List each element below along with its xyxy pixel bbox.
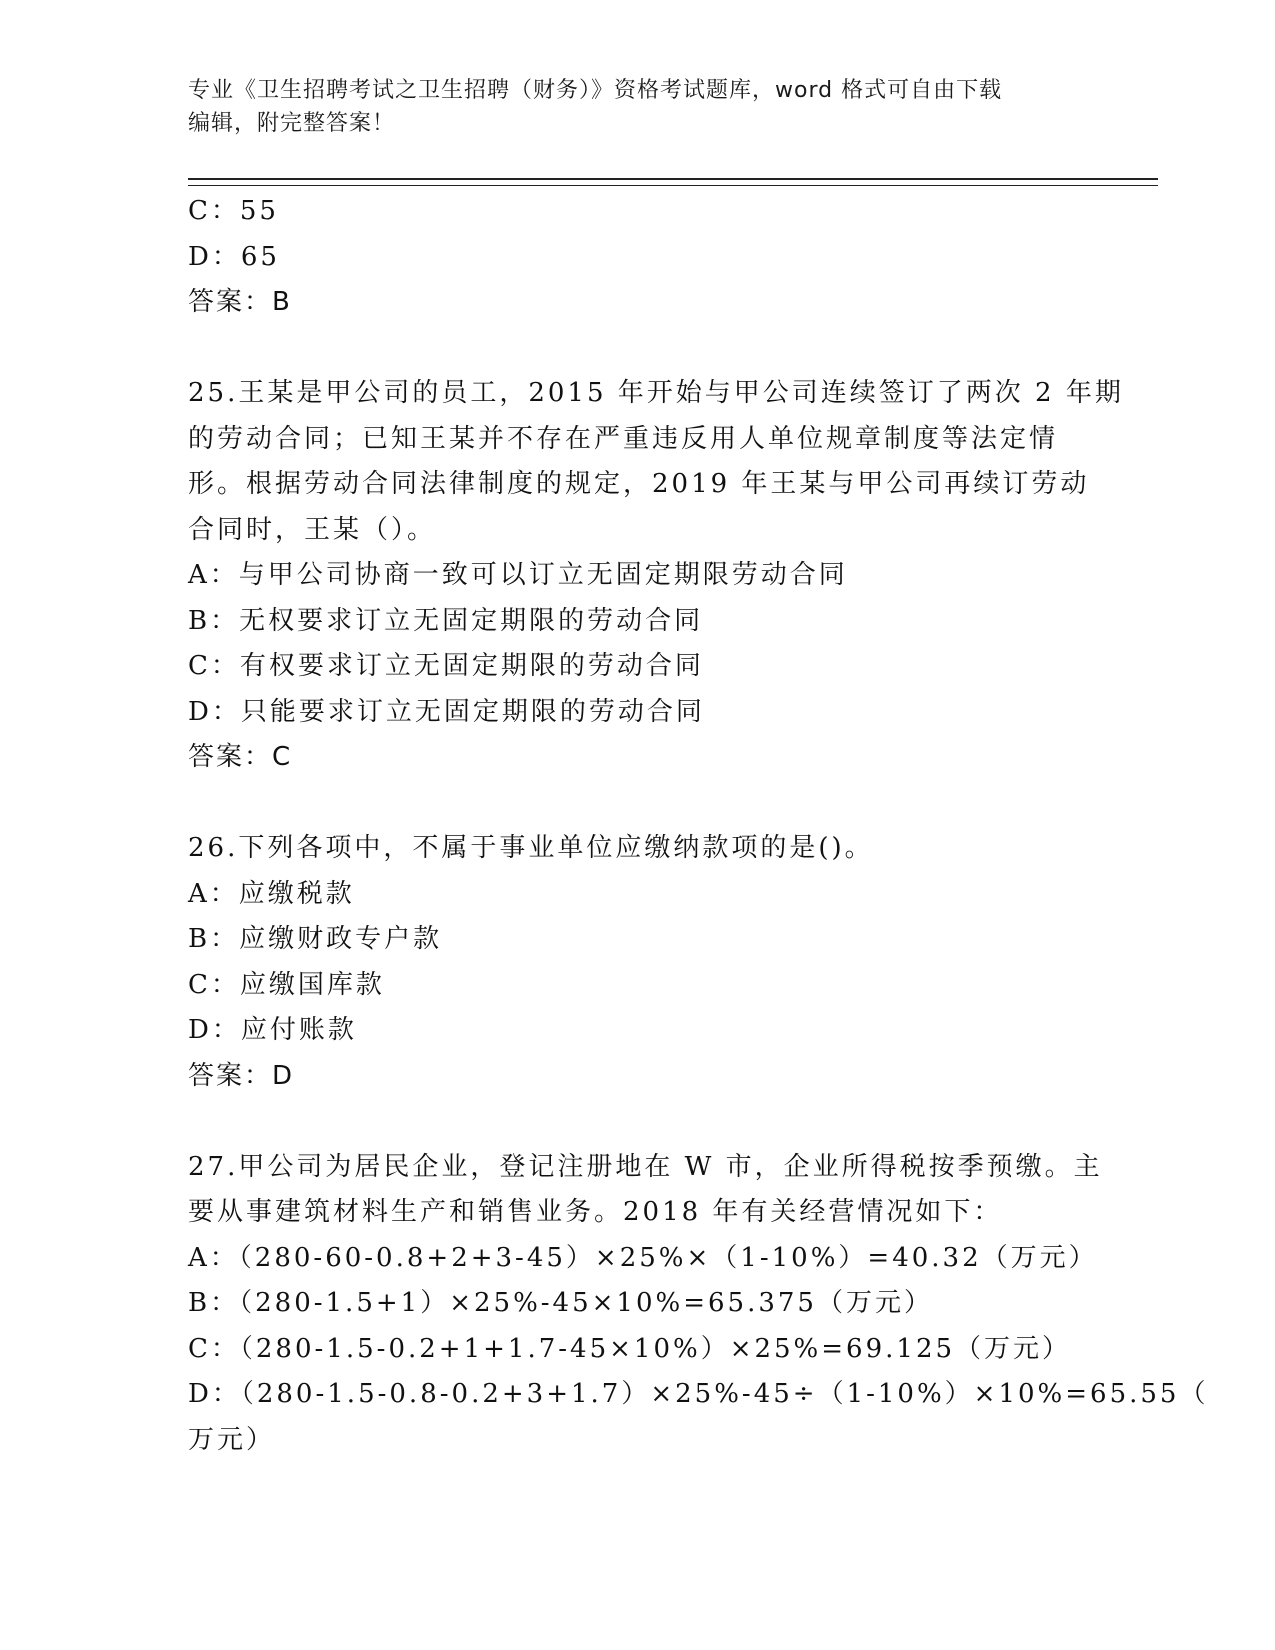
option-d-continued: 万元） [188, 1424, 276, 1455]
question-stem-line: 27.甲公司为居民企业，登记注册地在 W 市，企业所得税按季预缴。主 [188, 1151, 1103, 1182]
question-stem-line: 要从事建筑材料生产和销售业务。2018 年有关经营情况如下： [188, 1197, 1003, 1227]
option-b: B：应缴财政专户款 [188, 924, 443, 954]
document-header [188, 74, 1088, 140]
option-d: D：只能要求订立无固定期限的劳动合同 [188, 696, 705, 727]
question-stem-line: 的劳动合同；已知王某并不存在严重违反用人单位规章制度等法定情 [188, 423, 1059, 454]
option-c: C：（280-1.5-0.2+1+1.7-45×10%）×25%=69.125（万元） [188, 1333, 1072, 1364]
answer-line: 答案：B [188, 287, 292, 317]
option-a: A：（280-60-0.8+2+3-45）×25%×（1-10%）=40.32（万元） [188, 1242, 1098, 1273]
answer-line: 答案：D [188, 1060, 295, 1091]
option-d: D：应付账款 [188, 1015, 357, 1045]
question-stem-line: 合同时，王某（）。 [188, 514, 437, 545]
option-d: D：65 [188, 241, 280, 272]
question-25 [188, 371, 1124, 781]
spacer [188, 326, 1108, 372]
spacer [188, 781, 1108, 827]
question-stem-line: 25.王某是甲公司的员工，2015 年开始与甲公司连续签订了两次 2 年期 [188, 378, 1124, 408]
question-27 [188, 1145, 1209, 1464]
option-c: C：应缴国库款 [188, 969, 385, 1000]
header-line-2: 编辑，附完整答案！ [188, 111, 396, 136]
spacer [188, 1099, 1108, 1145]
option-b: B：（280-1.5+1）×25%-45×10%=65.375（万元） [188, 1288, 933, 1318]
header-line-1: 专业《卫生招聘考试之卫生招聘（财务）》资格考试题库，word 格式可自由下载 [188, 78, 1003, 103]
document-body [188, 189, 1209, 1463]
option-d: D：（280-1.5-0.8-0.2+3+1.7）×25%-45÷（1-10%）×10%=65.55（ [188, 1379, 1209, 1409]
question-stem-line: 26.下列各项中，不属于事业单位应缴纳款项的是()。 [188, 833, 874, 863]
question-stem-line: 形。根据劳动合同法律制度的规定，2019 年王某与甲公司再续订劳动 [188, 469, 1090, 499]
question-26 [188, 826, 1108, 1099]
option-a: A：应缴税款 [188, 878, 355, 909]
option-c: C：有权要求订立无固定期限的劳动合同 [188, 651, 704, 681]
option-b: B：无权要求订立无固定期限的劳动合同 [188, 605, 704, 636]
option-a: A：与甲公司协商一致可以订立无固定期限劳动合同 [188, 560, 848, 590]
question-24-tail [188, 189, 1108, 326]
option-c: C：55 [188, 196, 279, 226]
header-divider [188, 178, 1158, 186]
answer-line: 答案：C [188, 742, 293, 772]
